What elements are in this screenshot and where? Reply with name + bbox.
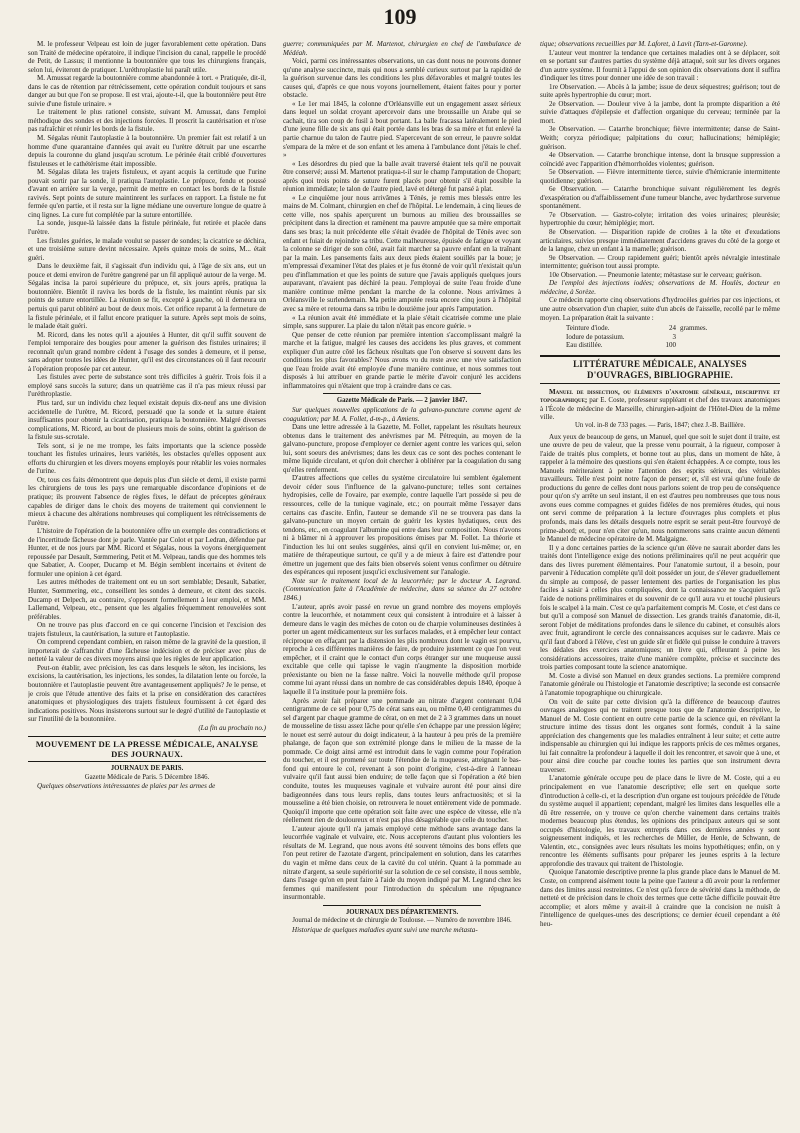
paragraph: Dans une lettre adressée à la Gazette, M. Follet, rappelant les résultats heureux obtenus dans le traitement des anévrismes par M. Pétrequin, au moyen de la galvano-puncture, propose d'employer ce dernier agent contre les varices qui, selon lui, sont soeurs des anévrismes; dans les deux cas ce sont des poches contenant le même liquide circulant, et qu'on doit chercher à oblitérer par la coagulation du sang qu'elles renferment. <box>283 423 521 474</box>
book-entry <box>540 388 780 422</box>
paragraph: Après avoir fait préparer une pommade au nitrate d'argent contenant 0,04 centigramme de ce sel pour 0,75 de cérat sans eau, ou même 0,40 centigrammes du sel d'argent par chaque gramme de cérat, on en met de 2 à 3 grammes dans un nouet de mousseline de tissu assez lâche pour qu'elle s'en échappe par une pression légère; le nouet est serré autour du doigt indicateur, à la hauteur à peu près de la première phalange, de façon que son extrémité plonge dans le milieu de la masse de la pommade. Ce doigt ainsi armé est introduit dans le vagin comme pour l'opération du toucher, et il est promené sur toute l'étendue de la muqueuse, atteignant le bas-fond qui entoure le col, revenant à son point d'origine, c'est-à-dire à l'anneau vulvaire qu'il faut aussi bien enduire; de telle façon que si l'opération a été bien conduite, toutes les muqueuses vaginale et vulvaire auront été pour ainsi dire badigeonnées dans tous leurs replis, dans toutes leurs anfractuosités; et si la mousseline a été bien choisie, on retrouvera le nouet entièrement vide de pommade. Quoiqu'il importe que cette opération soit faite avec une espèce de vitesse, elle n'a réellement rien de douloureux et n'est pas plus désagréable que celle du toucher. <box>283 696 521 825</box>
article-heading-continued: guerre; communiquées par M. Martenot, chirurgien en chef de l'ambulance de Médéah. <box>283 40 521 57</box>
formula-table <box>566 324 780 350</box>
observation-item: 6e Observation. — Catarrhe bronchique suivant régulièrement les degrés d'exaspération ou d'affaiblissement d'une tumeur blanche, avec hydarthrose survenue spontanément. <box>540 185 780 211</box>
paragraph: On ne trouve pas plus d'accord en ce qui concerne l'incision et l'excision des trajets fistuleux, la cautérisation, la suture et l'autoplastie. <box>28 621 266 638</box>
column-right <box>540 40 780 1128</box>
paragraph: Ce médecin rapporte cinq observations d'hydrocèles guéries par ces injections, et une autre observation d'un chapier, suite d'un abcès de l'aisselle, recollé par le même moyen. La préparation était la suivante : <box>540 296 780 322</box>
paragraph: M. Coste a divisé son Manuel en deux grandes sections. La première comprend l'anatomie générale ou l'histologie et l'anatomie descriptive; la seconde est consacrée à l'anatomie topographique ou chirurgicale. <box>540 671 780 697</box>
article-heading: De l'emploi des injections iodées; observations de M. Houlès, docteur en médecine, à Sorèze. <box>540 279 780 296</box>
source-heading: JOURNAUX DE PARIS. <box>110 765 184 773</box>
paragraph: L'auteur veut montrer la tendance que certaines maladies ont à se déplacer, soit en se portant sur d'autres parties du système déjà attaqué, soit sur les divers organes d'un autre système. Il fournit à l'appui de son opinion dix observations dont il suffira d'indiquer les titres pour donner une idée de son travail : <box>540 48 780 83</box>
section-title-press: MOUVEMENT DE LA PRESSE MÉDICALE, ANALYSE DES JOURNAUX. <box>28 736 266 762</box>
formula-row: Teinture d'iode. 24 grammes. <box>566 324 708 333</box>
paragraph: « Le 1er mai 1845, la colonne d'Orléansville eut un engagement assez sérieux dans lequel un soldat croyant apercevoir dans une broussaille un Arabe qui se cachait, tira son coup de fusil à bout portant. La balle fracassa latéralement le pied d'une jeune fille de six ans qui était portée dans les bras de sa mère et fut enlevé la partie charnue du talon de l'autre pied. S'apercevant de son erreur, le pauvre soldat s'empara de la mère et de son enfant et les amena à l'ambulance dont j'étais le chef. » <box>283 99 521 160</box>
paragraph: Voici, parmi ces intéressantes observations, un cas dont nous ne pouvons donner qu'une analyse succincte, mais qui nous a semblé curieux surtout par la rapidité de la guérison survenue dans les conditions les plus défavorables et malgré toutes les causes qui, d'après ce que nous voyons journellement, étaient faites pour y porter obstacle. <box>283 57 521 100</box>
paragraph: M. Ségalas dilata les trajets fistuleux, et ayant acquis la certitude que l'urine pouvait sortir par la sonde, il pratiqua l'autoplastie. Le prépuce, fendu et poussé d'avant en arrière sur la verge, permit de mettre en contact les bords de la fistule ravivés. Sept points de suture maintinrent les surfaces en rapport. La fistule ne fut fermée qu'en partie, et il resta sur la ligne médiane une ouverture longue de quatre à cinq lignes. La cure fut complétée par la suture entortillée. <box>28 168 266 219</box>
paragraph: Aux yeux de beaucoup de gens, un Manuel, quel que soit le sujet dont il traite, est une œuvre de peu de valeur, que la presse venu pourrait, à la rigueur, composer à l'aide de traités plus complets, et bonne tout au plus, dans un moment de hâte, à rappeler à la mémoire des questions qui s'en étaient échappées. A ce compte, tous les Manuels mériteraient à peine l'attention des esprits sérieux, des véritables travailleurs. Telle n'est point notre façon de penser; et, s'il est vrai qu'une foule de productions du genre de celles dont nous parlons soient de trop peu de conséquence pour qu'on s'y arrête un seul instant, il en est d'autres peu nombreuses que tous nous avons eues comme compagnes et guides fidèles de nos premières études, qui nous ont servi comme de préparation à la lecture d'ouvrages plus complets et plus profonds, mais dans les détails desquels notre esprit se serait peut-être fourvoyé de prime-abord; et, pour n'en citer qu'un, nous nommerons sans crainte aucun démenti le Manuel de médecine opératoire de M. Malgaigne. <box>540 432 780 544</box>
paragraph: Les fistules avec perte de substance sont très difficiles à guérir. Trois fois il a employé sans succès la suture; dans un quatrième cas il n'a pas mieux réussi par l'uréthroplastie. <box>28 373 266 399</box>
paragraph: Que penser de cette réunion par première intention s'accomplissant malgré la marche et la fatigue, malgré les causes des accidens les plus graves, et comment expliquer d'un autre côté les fâcheux résultats que l'on observe si souvent dans les conditions les plus favorables? Nous avons vu du reste avec une vive satisfaction que l'eau froide avait été employée d'une manière continue, et nous sommes tout disposés à lui attribuer en grande partie le mérite d'avoir conjuré les accidens inflammatoires qui n'étaient que trop à craindre dans ce cas. <box>283 330 521 390</box>
observation-item: 8e Observation. — Disparition rapide de croûtes à la tête et d'exudations articulaires, suivies presque immédiatement d'accidens graves du côté de la gorge et de la langue, chez un enfant à la mamelle; guérison. <box>540 228 780 254</box>
paragraph: La sonde, jusque-là laissée dans la fistule périnéale, fut retirée et placée dans l'urètre. <box>28 219 266 237</box>
paragraph: Plus tard, sur un individu chez lequel existait depuis dix-neuf ans une division accidentelle de l'urètre, M. Ricord, persuadé que la sonde et la suture étaient insuffisantes pour obtenir la cicatrisation, pratiqua la boutonnière. Malgré diverses complications, M. Ricord, au bout de plusieurs mois de soins, obtint la guérison de la fistule sus-scrotale. <box>28 398 266 442</box>
formula-row: Eau distillée. 100 <box>566 341 676 350</box>
observation-item: 7e Observation. — Gastro-colyte; irritation des voies urinaires; pleurésie; hypertrophie du cœur; hémiplégie; mort. <box>540 210 780 228</box>
paragraph: Les autres méthodes de traitement ont eu un sort semblable; Desault, Sabatier, Hunter, Sœmmering, etc., conseillent les sondes à demeure, et citent des succès. Ducamp et Delpech, au contraire, s'opposent formellement à leur emploi, et MM. Lallemand, Velpeau, etc., pensent que les algalies fréquemment renouvelées sont préférables. <box>28 578 266 621</box>
paragraph: « Les désordres du pied que la balle avait traversé étaient tels qu'il ne pouvait être conservé; aussi M. Martenot pratiqua-t-il sur le champ l'amputation de Chopart; après quoi trois points de suture furent placés pour obtenir s'il était possible la réunion immédiate; le talon de l'autre pied, lavé et détergé fut pansé à plat. <box>283 159 521 194</box>
column-left <box>28 40 266 1128</box>
article-heading: Sur quelques nouvelles applications de la galvano-puncture comme agent de coagulation; par M. A. Follet, d-m-p., à Amiens. <box>283 405 521 423</box>
observation-item: 5e Observation. — Fièvre intermittente tierce, suivie d'hémicranie intermittente quotidienne; guérison. <box>540 168 780 185</box>
paragraph: Peut-on établir, avec précision, les cas dans lesquels le séton, les incisions, les excisions, la cautérisation, les injections, les sondes, la dilatation lente ou forcée, la boutonnière et l'autoplastie peuvent être avantageusement appliqués? Je le pense, et je crois que l'étude attentive des faits et la prise en considération des caractères anatomiques et physiologiques des trajets fistuleux fournissent à cet égard des indications positives. Nous insisterons surtout sur le degré d'utilité de l'autoplastie et sur l'inutilité de la boutonnière. <box>28 663 266 724</box>
paragraph: M. Ségalas réunit l'autoplastie à la boutonnière. Un premier fait est relatif à un homme d'une quarantaine d'années qui avait eu l'urètre détruit par une escarrhe depuis la couronne du gland jusqu'au scrotum. Le périnée était criblé d'ouvertures fistuleuses et le cathétérisme était impossible. <box>28 134 266 168</box>
observation-item: 4e Observation. — Catarrhe bronchique intense, dont la brusque suppression a coïncidé avec l'apparition d'hémorrhoïdes violentes; guérison. <box>540 151 780 168</box>
observation-item: 2e Observation. — Douleur vive à la jambe, dont la prompte disparition a été suivie d'attaques d'épilepsie et d'affection organique du cerveau; terminée par la mort. <box>540 99 780 125</box>
article-heading: Historique de quelques maladies ayant suivi une marche métasta- <box>292 925 478 934</box>
paragraph: D'autres affections que celles du système circulatoire lui semblent également devoir céder sous l'influence de la galvano-puncture; telles sont certaines hydropisies, celle de l'ovaire, par exemple, contre laquelle l'art possède si peu de ressources, celle de la tunique vaginale, etc.; on pourrait même l'essayer dans certains cas d'ascite. Enfin, l'auteur se demande s'il ne se trouvera pas dans la galvano-puncture un moyen certain de guérir les kystes hydatiques, ceux des tendons, etc., en coagulant l'albumine qui entre dans leur composition. Nous n'avons ni à blâmer ni à approuver les propositions émises par M. Follet. La théorie et l'induction les lui ont seules suggérées, ainsi qu'il en convient lui-même; or, en matière de thérapeutique surtout, ce qu'il y a de mieux à faire est d'attendre pour émettre un jugement que des faits bien observés soient venus confirmer ou détruire des espérances qui reposent jusqu'ici exclusivement sur l'analogie. <box>283 474 521 577</box>
paragraph: Or, tous ces faits démontrent que depuis plus d'un siècle et demi, il existe parmi les chirurgiens de tous les pays une remarquable discordance d'opinions et de pratique; ils prouvent l'absence de règles fixes, le défaut de préceptes généraux capables de diriger dans le choix des moyens de traitement qui conviennent le mieux à chacune des altérations nombreuses qui compliquent les rétrécissements de l'urètre. <box>28 475 266 527</box>
paragraph: L'auteur, après avoir passé en revue un grand nombre des moyens employés contre la leucorrhée, et notamment ceux qui consistent à introduire et à laisser à demeure dans le vagin des mèches de coton ou de charpie volumineuses destinées à porter un agent médicamenteux sur les surfaces malades, et à empêcher leur contact réciproque en effaçant par la distension les plis nombreux dont le vagin est pourvu, reproche à ces différentes manières de faire, de produire justement ce que l'on veut empêcher, et il craint que le contact d'un corps étranger sur une muqueuse aussi excitable que celle qui tapisse le vagin n'augmente la disposition morbide préexistante ou bien ne la fasse naître. Voici la nouvelle méthode qu'il propose comme lui ayant réussi dans un nombre de cas considérables depuis 1840, époque à laquelle il l'a instituée pour la première fois. <box>283 602 521 697</box>
paragraph: Quoique l'anatomie descriptive prenne la plus grande place dans le Manuel de M. Coste, on comprend aisément toute la peine que l'auteur a dû avoir pour la renfermer dans des limites aussi restreintes. Ce n'est qu'à force de sévérité dans la méthode, de netteté et de précision dans le choix des termes que cette tâche difficile pouvait être accomplie; et alors même y avait-il à craindre que la concision ne nuisît à l'intelligence de quelques-unes des descriptions; ce dernier écueil cependant a été heu- <box>540 868 780 928</box>
paragraph: Dans le deuxième fait, il s'agissait d'un individu qui, à l'âge de six ans, eut un pouce et demi environ de l'urètre gangrené par un fil appliqué autour de la verge. M. Ségalas incisa la paroi supérieure du prépuce, et, six jours après, pratiqua la boutonnière. Bientôt il raviva les bords de la fistule, les maintint réunis par six points de suture entortillée. La réunion se fit, excepté à gauche, où il demeura un pertuis qui parut oblitéré au bout de deux mois. Cet orifice reparut à la fermeture de la fistule périnéale, et il fallut encore pratiquer la suture. Après sept mois de soins, le malade était guéri. <box>28 262 266 331</box>
paragraph: Les fistules guéries, le malade voulut se passer de sondes; la cicatrice se déchira, et une troisième suture devint nécessaire. Après quinze mois de soins, M... était guéri. <box>28 236 266 262</box>
observation-item: 9e Observation. — Croup rapidement guéri; bientôt après névralgie intestinale intermittente; guérison tout aussi prompte. <box>540 253 780 271</box>
article-heading: Note sur le traitement local de la leucorrhée; par le docteur A. Legrand. (Communication faite à l'Académie de médecine, dans sa séance du 27 octobre 1846.) <box>283 576 521 602</box>
paragraph: « Le cinquième jour nous arrivâmes à Ténès, je remis mes blessés entre les mains de M. Colmant, chirurgien en chef de l'hôpital. Le lendemain, à cinq lieues de cette ville, nos spahis aperçurent un burnous au milieu des broussailles se précipitent dans la direction et ramènent ma pauvre amputée que sa mère emportait dans ses bras; la nuit précédente elle s'était évadée de l'hôpital de Ténès avec son enfant et fuiait de rejoindre sa tribu. Cette malheureuse, épuisée de fatigue et voyant la colonne se diriger de son côté, avait fait marcher sa pauvre enfant en la traînant par la main. Les pansements faits aux deux pieds étaient souillés par la boue; je m'empressai d'examiner l'état des plaies et je fus étonné de voir qu'il n'existait qu'un peu d'inflammation et que les points de suture que j'avais appliqués quelques jours auparavant, n'avaient pas déchiré la peau. J'employai de suite l'eau froide d'une manière continue même pendant la marche de la colonne. Nous arrivâmes à Orléansville le surlendemain. Ma petite amputée resta encore cinq jours à l'hôpital avec sa mère et retourna dans sa tribu le douzième jour après l'amputation. <box>283 193 521 313</box>
to-be-continued: (La fin au prochain no.) <box>198 723 266 732</box>
paragraph: L'anatomie générale occupe peu de place dans le livre de M. Coste, qui a eu principalement en vue l'anatomie descriptive; elle sert en quelque sorte d'introduction à celle-ci, et la description d'un organe est toujours précédée de l'étude du système auquel il appartient; cependant, malgré les limites dans lesquelles elle a dû être resserrée, on y trouve ce qu'on cherche vainement dans certains traités modernes beaucoup plus étendus, les opinions des principaux auteurs qui se sont occupés d'histologie, les travaux entrepris dans ces dernières années y sont soigneusement indiqués, et les recherches de Müller, de Henle, de Schwann, de Valentin, etc., consignées avec leurs résultats les moins hypothétiques; enfin, on y rencontre les éléments suffisants pour préparer les jeunes esprits à la lecture approfondie des travaux qui traitent de l'histologie. <box>540 774 780 868</box>
article-heading-continued: tique; observations recueillies par M. Laforet, à Lavit (Tarn-et-Garonne). <box>540 40 748 48</box>
source-heading: Gazette Médicale de Paris. — 2 janvier 1847. <box>336 397 468 405</box>
source-subheading: Journal de médecine et de chirurgie de Toulouse. — Numéro de novembre 1846. <box>292 917 512 925</box>
paragraph: On comprend cependant combien, en raison même de la gravité de la question, il importerait de s'affranchir d'une fâcheuse indécision et de préciser avec plus de netteté la valeur de ces divers moyens ainsi que les règles de leur application. <box>28 638 266 664</box>
paragraph: M. le professeur Velpeau est loin de juger favorablement cette opération. Dans son Traité de médecine opératoire, il indique l'incision du canal, rappelle le procédé de Petit, de Lassus; il mentionne la boutonnière que tous les chirurgiens français, selon lui, éviteront de pratiquer. L'uréthroplastie lui paraît utile. <box>28 40 266 74</box>
formula-row: Iodure de potassium. 3 <box>566 332 676 341</box>
paragraph: L'histoire de l'opération de la boutonnière offre un exemple des contradictions et de l'incertitude fâcheuse dont je parle. Vantée par Colot et par Ledran, défendue par Hunter, et de nos jours par MM. Ricord et Ségalas, nous la voyons énergiquement repoussée par Desault, Sœmmering, Petit et M. Velpeau, tandis que des hommes tels que Sabatier, A. Cooper, Ducamp et M. Bégin semblent incertains et évitent de formuler une opinion à cet égard. <box>28 527 266 578</box>
paragraph: L'auteur ajoute qu'il n'a jamais employé cette méthode sans avantage dans la leucorrhée vaginale et vulvaire, etc. Nous accepterons d'autant plus volontiers les résultats de M. Legrand, que nous avons été souvent témoins des bons effets que l'on peut retirer de l'azotate d'argent, principalement en solution, dans les catarrhes du vagin et même dans ceux de la cavité du col utérin. Quant à la pommade au nitrate d'argent, sa seule supériorité sur la solution de ce sel consiste, il nous semble, dans l'usage qu'on en peut faire à l'aide du moyen indiqué par M. Legrand chez les femmes qui manifestent pour l'introduction du spéculum une répugnance insurmontable. <box>283 824 521 902</box>
divider <box>323 393 481 394</box>
observation-item: 1re Observation. — Abcès à la jambe; issue de deux séquestres; guérison; tout de suite après hypertrophie du cœur; mort. <box>540 82 780 100</box>
observation-item: 3e Observation. — Catarrhe bronchique; fièvre intermittente; danse de Saint-Weith; coryza périodique; palpitations du cœur; hallucinations; hémiplégie; guérison. <box>540 125 780 151</box>
paragraph: On voit de suite par cette division qu'à la différence de beaucoup d'autres ouvrages analogues qui ne traitent presque tous que de l'anatomie descriptive, le Manuel de M. Coste contient en outre cette partie de la science qui, en révélant la structure intime des tissus dont les organes sont formés, conduit à la saine appréciation des changements que les maladies entraînent à leur suite; et cette autre indispensable au chirurgien qui lui indique les rapports précis de ces mêmes organes, lui fait connaître la profondeur à laquelle il doit les rencontrer, et savoir que à une, et pour ainsi dire couche par couche toutes les parties que son instrument devra traverser. <box>540 697 780 774</box>
book-info: Un vol. in-8 de 733 pages. — Paris, 1847; chez J.-B. Baillière. <box>574 422 746 430</box>
paragraph: Il y a donc certaines parties de la science qu'un élève ne saurait aborder dans les traités dont l'intelligence exige des notions préliminaires qu'il ne peut acquérir que dans des livres purement élémentaires. Pour l'anatomie surtout, il a besoin, pour parvenir à l'éducation complète qu'il doit posséder un jour, de s'élever graduellement du simple au composé, de passer lentement des parties de l'organisation les plus faciles à saisir à celles plus compliquées, dont la connaissance ne s'acquiert qu'à l'aide de notions préliminaires et du souvenir de ce qu'il aura vu et touché plusieurs fois le scalpel à la main. C'est ce qu'a parfaitement compris M. Coste, et c'est dans ce but qu'il a composé son Manuel de dissection. Les grands traités d'anatomie, dit-il, seront l'objet de méditations profondes dans le silence du cabinet, et consultés alors avec fruit, agrandiront le cercle des connaissances acquises sur le cadavre. Mais ce qu'il faut d'abord à l'élève, c'est un guide sûr et fidèle qui puisse le conduire à travers les dédales des exercices anatomiques; un livre qui, effleurant à peine les considérations accessoires, traite d'une manière complète, précise et succincte des trois parties composant toute la science anatomique. <box>540 543 780 672</box>
divider <box>323 905 481 906</box>
observation-item: 10e Observation. — Pneumonie latente; métastase sur le cerveau; guérison. <box>549 270 762 279</box>
book-title: Manuel de dissection, ou éléments d'anatomie générale, descriptive et topographique; <box>540 387 780 405</box>
paragraph: M. Ricord, dans les notes qu'il a ajoutées à Hunter, dit qu'il suffit souvent de l'emploi temporaire des bougies pour amener la guérison des fistules urinaires; il reconnaît qu'un grand nombre cèdent à l'usage des sondes à demeure, et il pense, sans adopter toutes les idées de Hunter, qu'il est des circonstances où il faut recourir à l'opération proposée par cet auteur. <box>28 330 266 373</box>
source-subheading: Gazette Médicale de Paris. 5 Décembre 1846. <box>84 773 210 781</box>
source-heading: JOURNAUX DES DÉPARTEMENTS. <box>345 908 459 916</box>
paragraph: Le traitement le plus rationel consiste, suivant M. Amussat, dans l'emploi méthodique des sondes et des injections forcées. Il proscrit la cautérisation et n'ose pas rafraîchir et réunir les bords de la fistule. <box>28 108 266 134</box>
page-number: 109 <box>383 4 417 29</box>
paragraph: « La réunion avait été immédiate et la plaie s'était cicatrisée comme une plaie simple, sans suppurer. La plaie du talon n'était pas encore guérie. » <box>283 313 521 331</box>
column-middle <box>283 40 521 1128</box>
book-author: par E. Coste, professeur suppléant et chef des travaux anatomiques à l'École de médecine de Marseille, chirurgien-adjoint de l'Hôtel-Dieu de la même ville. <box>540 396 780 422</box>
paragraph: M. Amussat regarde la boutonnière comme abandonnée à tort. « Pratiquée, dit-il, dans le cas de rétention par rétrécissement, cette opération conduit toujours et sans danger au but que l'on se propose. Il est vrai, ajoute-t-il, que la boutonnière peut être suivie d'une fistule urinaire. » <box>28 74 266 108</box>
section-title-literature: LITTÉRATURE MÉDICALE, ANALYSES D'OUVRAGES, BIBLIOGRAPHIE. <box>540 355 780 384</box>
paragraph: Tels sont, si je ne me trompe, les faits importants que la science possède touchant les fistules urinaires, leurs variétés, les obstacles qu'elles opposent aux efforts du chirurgien et les divers moyens employés pour rétablir les voies normales de l'urine. <box>28 441 266 476</box>
article-heading: Quelques observations intéressantes de plaies par les armes de <box>37 782 216 791</box>
